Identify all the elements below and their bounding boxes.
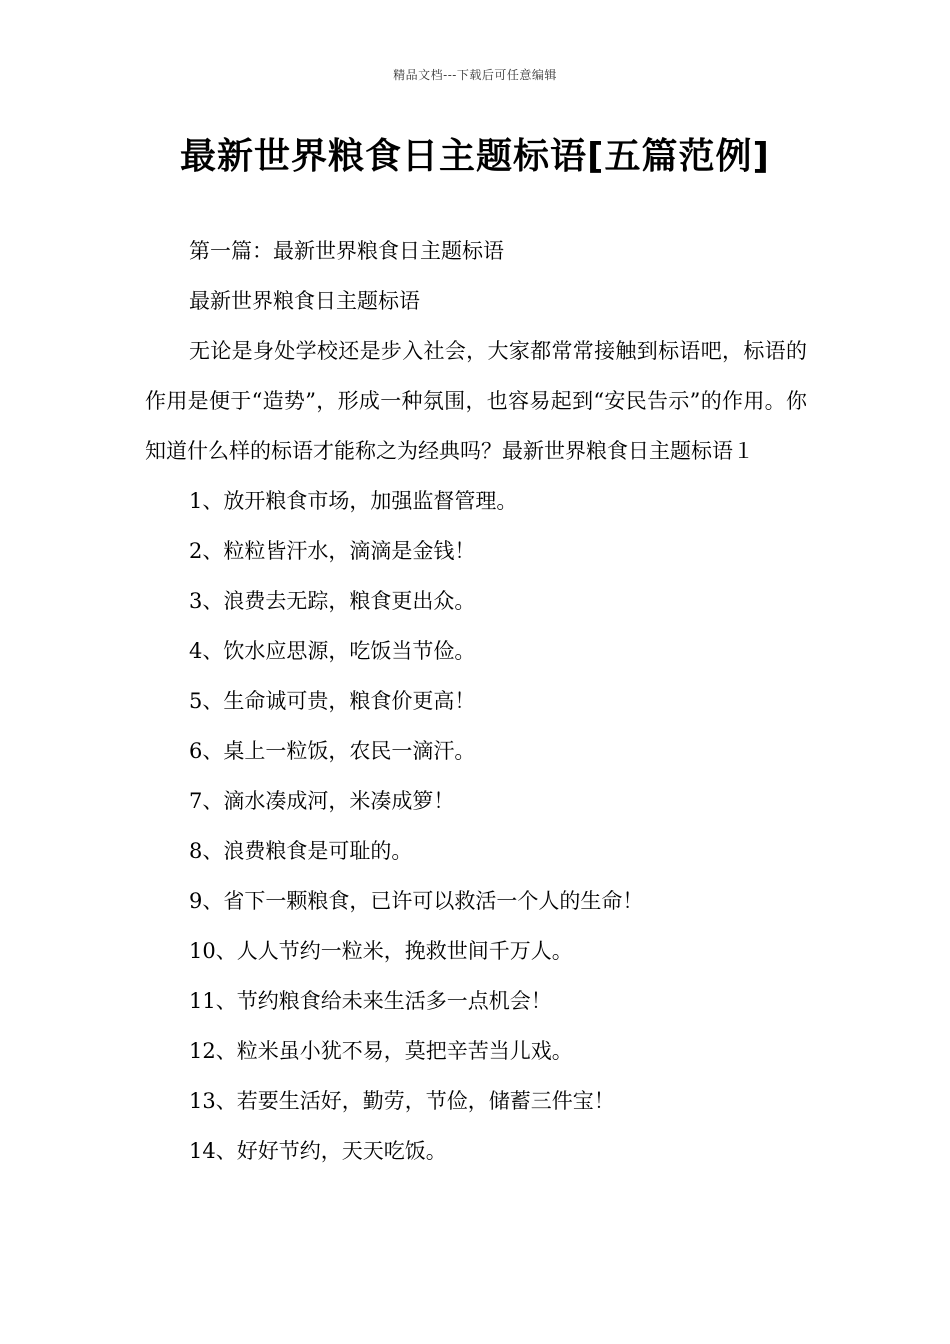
intro-paragraph: 无论是身处学校还是步入社会，大家都常常接触到标语吧，标语的作用是便于“造势”，形成一种氛围，也容易起到“安民告示”的作用。你知道什么样的标语才能称之为经典吗？最新世界粮食日主题标语１ [145,339,807,463]
list-item: 13、若要生活好，勤劳，节俭，储蓄三件宝！ [189,1089,615,1113]
list-item: 2、粒粒皆汗水，滴滴是金钱！ [189,539,476,563]
list-item: 9、省下一颗粮食，已许可以救活一个人的生命！ [189,889,644,913]
list-item: 1、放开粮食市场，加强监督管理。 [189,489,518,513]
list-item: 3、浪费去无踪，粮食更出众。 [189,589,476,613]
list-item: 10、人人节约一粒米，挽救世间千万人。 [189,939,573,963]
document-title: 最新世界粮食日主题标语[五篇范例] [180,136,770,177]
list-item: 5、生命诚可贵，粮食价更高！ [189,689,476,713]
document-body [145,226,807,1176]
header-note: 精品文档---下载后可任意编辑 [393,68,557,82]
list-item: 14、好好节约，天天吃饭。 [189,1139,447,1163]
list-item: 11、节约粮食给未来生活多一点机会！ [189,989,552,1013]
list-item: 4、饮水应思源，吃饭当节俭。 [189,639,476,663]
list-item: 8、浪费粮食是可耻的。 [189,839,413,863]
list-item: 7、滴水凑成河，米凑成箩！ [189,789,455,813]
list-item: 6、桌上一粒饭，农民一滴汗。 [189,739,476,763]
subheading: 最新世界粮食日主题标语 [189,289,420,313]
section-heading: 第一篇：最新世界粮食日主题标语 [189,239,504,263]
list-item: 12、粒米虽小犹不易，莫把辛苦当儿戏。 [189,1039,573,1063]
